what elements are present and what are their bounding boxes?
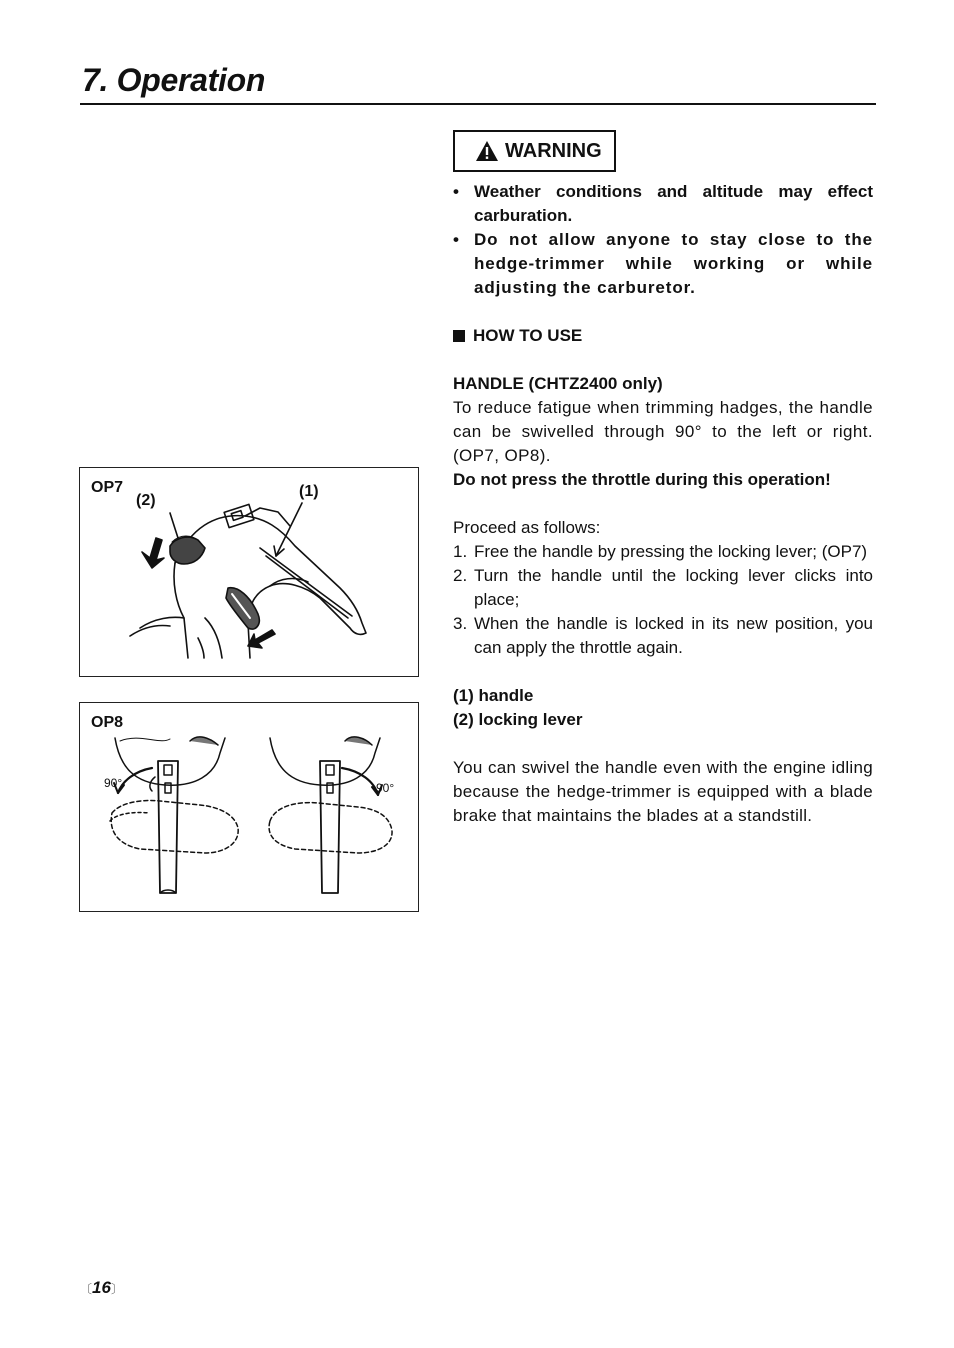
warning-label: WARNING [505, 140, 602, 162]
subheading: HANDLE (CHTZ2400 only) [453, 374, 663, 393]
warning-list [453, 180, 873, 300]
step-text: Turn the handle until the locking lever clicks into place; [474, 566, 873, 609]
caution-text: Do not press the throttle during this operation! [453, 470, 831, 489]
steps-list [453, 540, 873, 660]
intro-paragraph: To reduce fatigue when trimming hadges, the handle can be swivelled through 90° to the left or right. (OP7, OP8). [453, 398, 873, 465]
warning-box [453, 130, 616, 172]
instructions-column [453, 130, 873, 828]
section-heading [453, 324, 873, 348]
step-item [453, 540, 873, 564]
step-text: When the handle is locked in its new position, you can apply the throttle again. [474, 614, 873, 657]
step-number: 3. [453, 614, 468, 633]
square-bullet-icon [453, 330, 465, 342]
step-text: Free the handle by pressing the locking lever; (OP7) [474, 542, 868, 561]
op8-illustration [80, 703, 418, 911]
note-paragraph: You can swivel the handle even with the engine idling because the hedge-trimmer is equipped with a blade brake that maintains the blades at a standstill. [453, 758, 873, 825]
figure-label-op7: OP7 [91, 479, 124, 496]
page-bracket-left: 〔 [80, 1282, 93, 1296]
page-number [80, 1278, 123, 1298]
figure-op7 [79, 467, 419, 677]
callout-handle: (1) [299, 483, 319, 500]
figure-label-op8: OP8 [91, 714, 124, 731]
page-title: 7. Operation [82, 62, 266, 98]
figure-op8 [79, 702, 419, 912]
proceed-text: Proceed as follows: [453, 518, 601, 537]
callout-locking-lever: (2) [136, 492, 156, 509]
title-rule [80, 103, 876, 105]
warning-item: • Do not allow anyone to stay close to the hedge-trimmer while working or while adjusting the carburetor. [453, 228, 873, 300]
warning-triangle-icon [475, 140, 499, 162]
op7-illustration [80, 468, 418, 676]
section-heading-text: HOW TO USE [473, 326, 583, 345]
step-item [453, 612, 873, 660]
legend-item: (2) locking lever [453, 710, 583, 729]
warning-item: • Weather conditions and altitude may effect carburation. [453, 180, 873, 228]
page-number-value: 16 [92, 1278, 111, 1297]
step-number: 2. [453, 566, 468, 585]
legend-item: (1) handle [453, 686, 534, 705]
step-number: 1. [453, 542, 468, 561]
angle-label-left: 90° [104, 776, 123, 790]
angle-label-right: 90° [376, 781, 395, 795]
page-bracket-right: 〕 [110, 1282, 123, 1296]
step-item [453, 564, 873, 612]
